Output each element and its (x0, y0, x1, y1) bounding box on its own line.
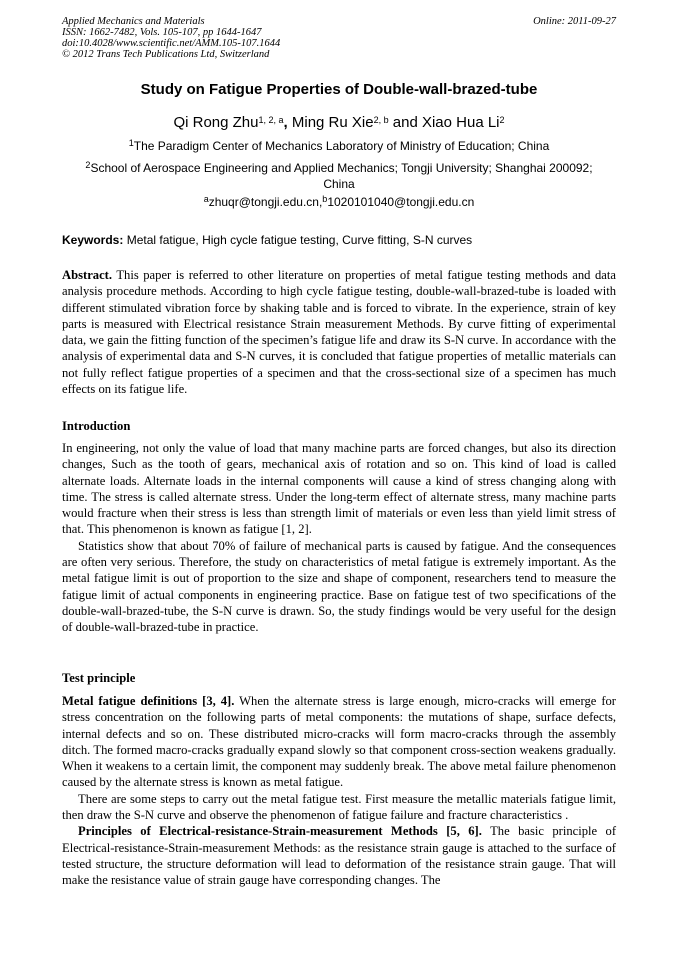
email-b[interactable]: 1020101040@tongji.edu.cn (327, 195, 475, 209)
author-3-affiliation: 2 (499, 115, 505, 125)
email-b-marker: b (322, 194, 328, 204)
strain-measurement-text: The basic principle of Electrical-resistance-Strain-measurement Methods: as the resistance strain gauge is attached to the surface of tested structure, the structure deformation will lead to deformation of the resistance strain gauge. That will make the resistance value of strain gauge have corresponding changes. The (62, 824, 617, 888)
introduction-paragraph-1: In engineering, not only the value of load that many machine parts are forced changes, but also its direction changes, Such as the tooth of gears, mechanical axis of rotation and so on. This kind of load is called alternate loads. Alternate loads in the internal components will cause a kind of stress changing along with time. The stress is called alternate stress. Under the long-term effect of alternate stress, many machine parts would fracture when their stress is less than strength limit of materials or even less than yield limit stress of that. This phenomenon is known as fatigue [1, 2]. (62, 441, 616, 537)
author-list (62, 114, 616, 132)
copyright-line: © 2012 Trans Tech Publications Ltd, Switzerland (62, 49, 270, 60)
author-3: and Xiao Hua Li (388, 114, 500, 131)
doi-line: doi:10.4028/www.scientific.net/AMM.105-107.1644 (62, 38, 281, 49)
author-separator: , (283, 114, 288, 131)
strain-measurement-label: Principles of Electrical-resistance-Strain-measurement Methods [5, 6]. (78, 824, 482, 839)
affiliation-1-text: The Paradigm Center of Mechanics Laboratory of Ministry of Education; China (133, 139, 550, 153)
issn-line: ISSN: 1662-7482, Vols. 105-107, pp 1644-1647 (62, 27, 262, 38)
metal-fatigue-definitions-label: Metal fatigue definitions [3, 4]. (62, 694, 235, 708)
test-principle-paragraph-2: There are some steps to carry out the metal fatigue test. First measure the metallic materials fatigue limit, then draw the S-N curve and observe the phenomenon of fatigue failure and fracture characteristics . (62, 791, 616, 823)
introduction-heading: Introduction (62, 419, 131, 433)
introduction-body (62, 440, 616, 636)
introduction-paragraph-2: Statistics show that about 70% of failure of mechanical parts is caused by fatigue. And the consequences are often very serious. Therefore, the study on characteristics of metal fatigue is extremely important. As the metal fatigue limit is out of proportion to the size and shape of component, researchers tend to measure the fatigue limit of actual components in engineering practice. Base on fatigue test of two specifications of the double-wall-brazed-tube, the S-N curve is drawn. So, the study findings would be very useful for the design of double-wall-brazed-tube in practice. (62, 538, 616, 635)
journal-header (62, 16, 280, 60)
test-principle-body (62, 693, 616, 889)
email-line (62, 194, 616, 210)
abstract-label: Abstract. (62, 268, 113, 282)
test-principle-heading: Test principle (62, 671, 136, 685)
keywords-label: Keywords: (62, 233, 124, 247)
affiliation-2-line-2: China (323, 177, 355, 191)
author-2-affiliation: 2, b (373, 115, 389, 125)
keywords-text: Metal fatigue, High cycle fatigue testing, Curve fitting, S-N curves (123, 233, 473, 247)
author-1: Qi Rong Zhu (173, 114, 259, 131)
metal-fatigue-definitions-text: When the alternate stress is large enough, micro-cracks will emerge for stress concentration on the following parts of metal components: the mutations of shape, surface defects, internal defects and so on. These distributed micro-cracks will form macro-cracks through the assembly ditch. The formed macro-cracks gradually expand slowly so that component cross-section weakens gradually. When it weakens to a certain limit, the component may suddenly break. The above metal failure phenomenon caused by the alternate stress is known as metal fatigue. (62, 694, 616, 790)
affiliation-2-line-1: School of Aerospace Engineering and Applied Mechanics; Tongji University; Shanghai 200092; (90, 161, 593, 175)
affiliation-2 (62, 160, 616, 192)
journal-name: Applied Mechanics and Materials (62, 16, 205, 27)
email-a-marker: a (203, 194, 209, 204)
keywords (62, 232, 616, 248)
online-date: Online: 2011-09-27 (533, 16, 616, 27)
affiliation-2-marker: 2 (85, 160, 91, 170)
author-2: Ming Ru Xie (287, 114, 374, 131)
abstract (62, 267, 616, 397)
affiliation-1-marker: 1 (128, 138, 134, 148)
abstract-text: This paper is referred to other literature on properties of metal fatigue testing methods and data analysis procedure methods. According to high cycle fatigue testing, double-wall-brazed-tube is loaded with different stimulated vibration force by shaking table and is forced to vibrate. In the experience, strain of key parts is measured with Electrical resistance Strain measurement Methods. By curve fitting of experimental data, we gain the fitting function of the specimen’s fatigue life and draw its S-N curve. In accordance with the analysis of experimental data and S-N curves, it is concluded that fatigue properties of metallic materials can not fully reflect fatigue properties of a specimen and that the cross-sectional size of a specimen has much effects on its fatigue life. (62, 268, 616, 397)
paper-title: Study on Fatigue Properties of Double-wall-brazed-tube (140, 81, 538, 98)
email-a[interactable]: zhuqr@tongji.edu.cn, (208, 195, 323, 209)
author-1-affiliation: 1, 2, a (258, 115, 284, 125)
affiliation-1 (62, 138, 616, 154)
